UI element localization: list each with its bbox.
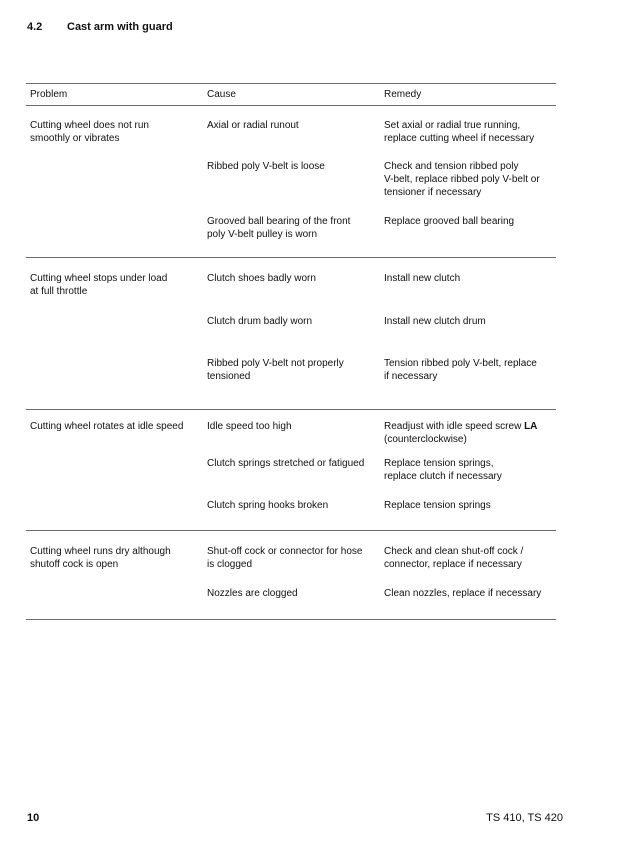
troubleshooting-table [26, 83, 556, 620]
remedy-cell [384, 587, 560, 600]
remedy-cell [384, 119, 558, 145]
cause-cell [207, 545, 381, 571]
remedy-line [384, 420, 558, 433]
remedy-cell [384, 420, 558, 446]
cause-line: Ribbed poly V-belt is loose [207, 161, 325, 172]
remedy-line: replace cutting wheel if necessary [384, 133, 535, 144]
cause-line: Clutch drum badly worn [207, 316, 313, 327]
remedy-line: V-belt, replace ribbed poly V-belt or [384, 174, 540, 185]
screw-label: LA [524, 421, 538, 432]
cause-cell [207, 272, 381, 285]
remedy-line: Install new clutch drum [384, 316, 486, 327]
problem-line: Cutting wheel does not run [30, 120, 149, 131]
problem-line: smoothly or vibrates [30, 133, 120, 144]
remedy-cell [384, 315, 558, 328]
cause-line: Clutch spring hooks broken [207, 500, 329, 511]
section-title: Cast arm with guard [67, 21, 173, 33]
header-remedy: Remedy [384, 89, 422, 100]
remedy-cell [384, 215, 558, 228]
problem-cell [30, 119, 202, 145]
header-cause: Cause [207, 89, 236, 100]
problem-line: Cutting wheel rotates at idle speed [30, 421, 184, 432]
problem-line: at full throttle [30, 286, 88, 297]
problem-cell [30, 545, 202, 571]
cause-line: Axial or radial runout [207, 120, 299, 131]
cause-cell [207, 160, 381, 173]
cause-cell [207, 357, 381, 383]
remedy-line: Clean nozzles, replace if necessary [384, 588, 542, 599]
cause-line: poly V-belt pulley is worn [207, 229, 318, 240]
remedy-line: Tension ribbed poly V-belt, replace [384, 358, 537, 369]
remedy-line: if necessary [384, 371, 438, 382]
remedy-line: replace clutch if necessary [384, 471, 502, 482]
cause-line: Ribbed poly V-belt not properly [207, 358, 344, 369]
problem-line: Cutting wheel stops under load [30, 273, 168, 284]
remedy-cell [384, 357, 558, 383]
remedy-cell [384, 499, 558, 512]
cause-line: Clutch springs stretched or fatigued [207, 458, 365, 469]
header-problem: Problem [30, 89, 68, 100]
cause-line: Grooved ball bearing of the front [207, 216, 351, 227]
remedy-line: Replace tension springs, [384, 458, 494, 469]
cause-cell [207, 499, 381, 512]
cause-line: Shut-off cock or connector for hose [207, 546, 363, 557]
remedy-line: Set axial or radial true running, [384, 120, 521, 131]
remedy-line: Check and clean shut-off cock / [384, 546, 524, 557]
model-label: TS 410, TS 420 [486, 812, 563, 824]
problem-line: shutoff cock is open [30, 559, 119, 570]
problem-group [26, 531, 556, 620]
remedy-cell [384, 545, 558, 571]
cause-line: Idle speed too high [207, 421, 292, 432]
remedy-line: connector, replace if necessary [384, 559, 522, 570]
remedy-text: Readjust with idle speed screw [384, 421, 525, 432]
cause-cell [207, 215, 381, 241]
problem-group [26, 410, 556, 531]
problem-cell [30, 272, 202, 298]
cause-cell [207, 119, 381, 132]
cause-line: Nozzles are clogged [207, 588, 298, 599]
table-header [26, 83, 556, 106]
problem-group [26, 106, 556, 258]
cause-cell [207, 587, 381, 600]
cause-line: tensioned [207, 371, 251, 382]
section-number: 4.2 [27, 21, 43, 33]
page-number: 10 [27, 812, 40, 824]
problem-cell [30, 420, 206, 433]
remedy-line: Replace tension springs [384, 500, 491, 511]
cause-cell [207, 457, 385, 470]
remedy-line: Replace grooved ball bearing [384, 216, 515, 227]
section-heading [27, 21, 173, 33]
cause-cell [207, 315, 381, 328]
problem-line: Cutting wheel runs dry although [30, 546, 171, 557]
remedy-line: tensioner if necessary [384, 187, 482, 198]
cause-line: Clutch shoes badly worn [207, 273, 316, 284]
remedy-line: (counterclockwise) [384, 434, 467, 445]
remedy-cell [384, 160, 558, 199]
cause-cell [207, 420, 381, 433]
remedy-cell [384, 457, 558, 483]
problem-group [26, 258, 556, 410]
remedy-line: Check and tension ribbed poly [384, 161, 519, 172]
remedy-line: Install new clutch [384, 273, 461, 284]
remedy-cell [384, 272, 558, 285]
cause-line: is clogged [207, 559, 253, 570]
